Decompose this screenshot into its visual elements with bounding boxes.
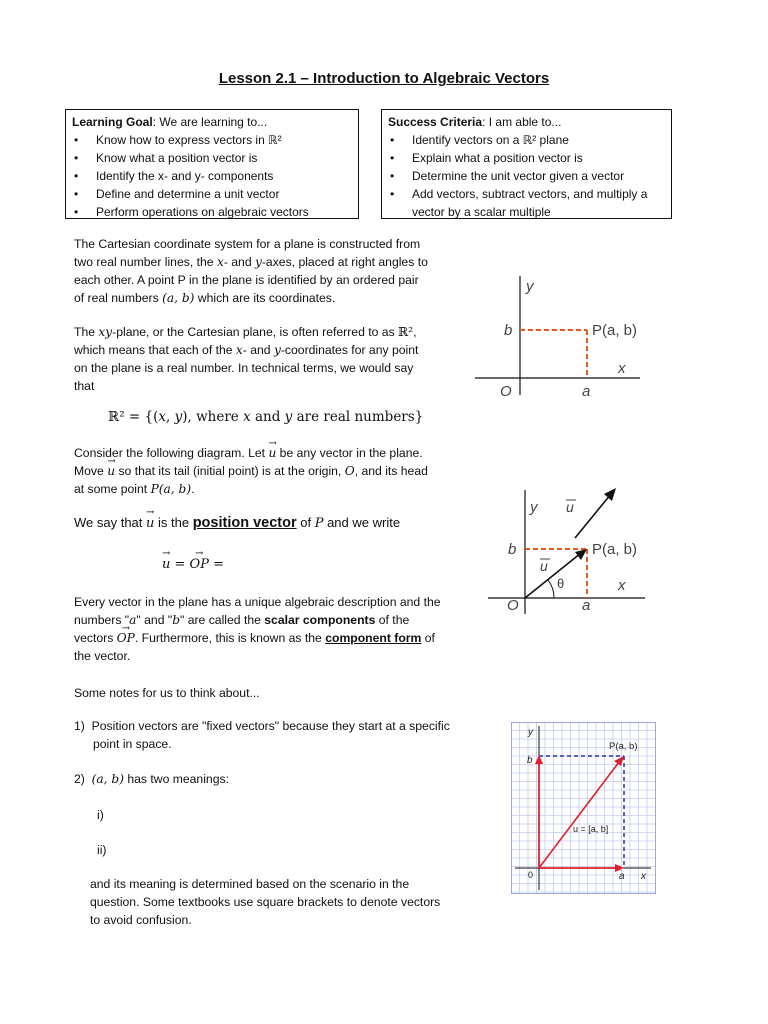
set-definition-equation: ℝ² = {(x, y), where x and y are real numbers} xyxy=(108,409,424,425)
list-item: • Add vectors, subtract vectors, and multiply a vector by a scalar multiple xyxy=(388,185,665,221)
u-mid-label: u xyxy=(540,558,548,574)
a-label: a xyxy=(582,383,591,400)
point-label: P(a, b) xyxy=(609,741,638,752)
x-label: x xyxy=(618,577,626,594)
u-top-label: u xyxy=(566,499,574,515)
b-label: b xyxy=(504,322,513,339)
roman-ii: ii) xyxy=(97,843,107,857)
y-label: y xyxy=(530,499,538,516)
list-item: • Know how to express vectors in ℝ² xyxy=(72,131,352,149)
cartesian-point-diagram xyxy=(470,270,670,400)
a-label: a xyxy=(619,871,625,882)
list-item: • Explain what a position vector is xyxy=(388,149,665,167)
b-label: b xyxy=(527,755,533,766)
success-criteria-heading: Success Criteria: I am able to... xyxy=(388,115,562,129)
x-label: x xyxy=(618,360,626,377)
origin-label: 0 xyxy=(528,870,534,880)
learning-goal-list xyxy=(72,131,352,221)
cartesian-plane-paragraph: The xy-plane, or the Cartesian plane, is often referred to as ℝ², which means that each of the x- and y-coordinates for any point on the plane is a real number. In technical terms, we would say that xyxy=(74,325,419,393)
success-criteria-box xyxy=(381,109,672,219)
roman-i: i) xyxy=(97,808,104,822)
free-vector-arrow xyxy=(575,494,611,538)
origin-label: O xyxy=(507,597,519,614)
b-label: b xyxy=(508,541,517,558)
free-vector-arrowhead xyxy=(604,488,616,501)
list-item: • Identify vectors on a ℝ² plane xyxy=(388,131,665,149)
component-paragraph: Every vector in the plane has a unique algebraic description and the numbers "a" and "b" are called the scalar components of the vectors → OP. Furthermore, this is known as the component form of the vector. xyxy=(74,593,474,665)
position-vector-diagram xyxy=(480,480,670,620)
note-2: 2) (a, b) has two meanings: xyxy=(74,772,229,786)
x-label: x xyxy=(641,871,646,882)
point-label: P(a, b) xyxy=(592,322,638,339)
position-vector-arrowhead xyxy=(575,549,587,560)
list-item: • Know what a position vector is xyxy=(72,149,352,167)
origin-label: O xyxy=(500,383,512,400)
diagram-paragraph: Consider the following diagram. Let → u be any vector in the plane. Move → u so that its tail (initial point) is at the origin, O, and its head at some point P(a, b). xyxy=(74,444,474,498)
vector-label: u = [a, b] xyxy=(573,824,609,834)
grid-vector-diagram xyxy=(511,722,656,894)
position-vector-sentence: We say that → u is the position vector of P and we write xyxy=(74,515,400,531)
page-title: Lesson 2.1 – Introduction to Algebraic Vectors xyxy=(218,70,550,87)
a-label: a xyxy=(582,597,591,614)
learning-goal-box xyxy=(65,109,359,219)
point-label: P(a, b) xyxy=(592,541,638,558)
y-label: y xyxy=(526,278,534,295)
theta-label: θ xyxy=(557,576,565,591)
position-vector-equation: → u = → OP = xyxy=(162,557,224,572)
y-label: y xyxy=(528,727,533,738)
note-1: 1) Position vectors are "fixed vectors" because they start at a specific point in space. xyxy=(74,719,450,751)
intro-paragraph: The Cartesian coordinate system for a plane is constructed from two real number lines, the x- and y-axes, placed at right angles to each other. A point P in the plane is identified by an ordered pair of real numbers (a, b) which are its coordinates. xyxy=(74,237,428,305)
list-item: • Determine the unit vector given a vector xyxy=(388,167,665,185)
closing-paragraph: and its meaning is determined based on the scenario in the question. Some textbooks use square brackets to denote vectors to avoid confusion. xyxy=(90,877,441,927)
learning-goal-heading: Learning Goal: We are learning to... xyxy=(72,115,268,129)
list-item: • Perform operations on algebraic vectors xyxy=(72,203,352,221)
notes-intro: Some notes for us to think about... xyxy=(74,686,260,700)
list-item: • Identify the x- and y- components xyxy=(72,167,352,185)
list-item: • Define and determine a unit vector xyxy=(72,185,352,203)
angle-arc xyxy=(548,580,554,598)
success-criteria-list xyxy=(388,131,665,221)
